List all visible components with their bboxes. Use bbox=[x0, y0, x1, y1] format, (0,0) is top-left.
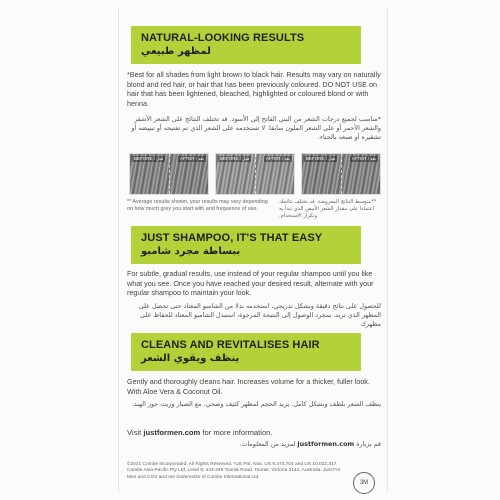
results-footnote: ** Average results shown, your results may vary depending on how much grey you start with and frequence of use. bbox=[127, 199, 268, 213]
before-after-photo-2 bbox=[215, 153, 295, 195]
shampoo-body: For subtle, gradual results, use instead of your regular shampoo until you like what you see. Once you have reached your desired result, alternate with your regular shampoo to maintain your look. bbox=[127, 269, 374, 298]
website-link[interactable]: justformen.com bbox=[143, 428, 201, 437]
natural-results-banner bbox=[131, 26, 361, 64]
visit-prefix-ar: قم بزيارة bbox=[356, 440, 381, 448]
visit-line bbox=[127, 428, 381, 438]
cleans-body-ar: ينظف الشعر بلطف وبشكل كامل. يزيد الحجم لمظهر كثيف وصحي. مع الصبار وزيت جوز الهند. bbox=[131, 400, 381, 408]
before-after-photo-3 bbox=[301, 153, 381, 195]
natural-results-title-ar: لمظهر طبيعي bbox=[141, 46, 211, 57]
before-label: BEFORE / قبل bbox=[306, 156, 336, 161]
before-label: BEFORE / قبل bbox=[220, 156, 250, 161]
shampoo-body-ar: للحصول على نتائج دقيقة وبشكل تدريجي، استخدمه بدلا من الشامبو المعتاد حتى تحصل على المظهر الذي تريد. بمجرد الوصول إلى النتيجة المرجوة، استبدل الشامبو المعتاد للحفاظ على مظهرك bbox=[138, 302, 381, 329]
natural-results-title: NATURAL-LOOKING RESULTS bbox=[141, 32, 305, 44]
shampoo-banner bbox=[131, 226, 361, 264]
label-panel bbox=[118, 8, 388, 492]
natural-results-body-ar: *مناسب لجميع درجات الشعر من البني الفاتح إلى الأسود. قد تختلف النتائج على الشعر الأشقر والشعر الأحمر أو على الشعر الملون سابقا. لا تستخدمه على الشعر الذي تم تفتيحه أو تبييضه أو تشقيره أو صبغه بالحناء. bbox=[131, 115, 381, 142]
shampoo-title: JUST SHAMPOO, IT'S THAT EASY bbox=[141, 232, 323, 244]
website-link-ar[interactable]: justformen.com bbox=[297, 440, 355, 448]
after-label: AFTER / بعد bbox=[179, 156, 204, 161]
visit-line-ar bbox=[127, 440, 381, 449]
shampoo-title-ar: ببساطة مجرد شامبو bbox=[141, 246, 241, 257]
natural-results-body: *Best for all shades from light brown to black hair. Results may vary on naturally blond and red hair, or hair that has been previously coloured. DO NOT USE on hair that has been lightened, bleached, highlighted or coloured blond or with henna. bbox=[127, 70, 381, 108]
before-after-photo-1 bbox=[129, 153, 209, 195]
legal-text: ©2021 Combe Incorporated. All Rights Reserved. *US Pat. Nos. US 9,474,704 and US 10,022,317. Combe Asia-Pacific Pty Ltd, Level 8, 443-449 Toorak Road, Toorak, Victoria 3142, Australia. Just For Men and CGX and are trademarks of Combe International Ltd. bbox=[127, 462, 341, 480]
3m-badge-icon: 3M bbox=[353, 472, 375, 494]
cleans-title-ar: ينظف ويقوي الشعر bbox=[141, 353, 240, 364]
cleans-title: CLEANS AND REVITALISES HAIR bbox=[141, 339, 320, 351]
after-label: AFTER / بعد bbox=[351, 156, 376, 161]
visit-prefix: Visit bbox=[127, 428, 142, 437]
photo-divider bbox=[169, 154, 170, 194]
results-footnote-ar: **متوسط النتائج المعروضة. قد تختلف نتائجك اعتمادا على مقدار الشعر الأبيض الذي تبدأ به وتكرار الاستخدام. bbox=[279, 199, 377, 219]
before-label: BEFORE / قبل bbox=[134, 156, 164, 161]
photo-divider bbox=[341, 154, 342, 194]
cleans-banner bbox=[131, 333, 361, 371]
visit-suffix: for more information. bbox=[202, 428, 273, 437]
cleans-body: Gently and thoroughly cleans hair. Increases volume for a thicker, fuller look. With Aloe Vera & Coconut Oil. bbox=[127, 377, 370, 396]
after-label: AFTER / بعد bbox=[265, 156, 290, 161]
visit-suffix-ar: لمزيد من المعلومات. bbox=[239, 440, 296, 448]
photo-divider bbox=[255, 154, 256, 194]
before-after-photos bbox=[129, 153, 381, 195]
